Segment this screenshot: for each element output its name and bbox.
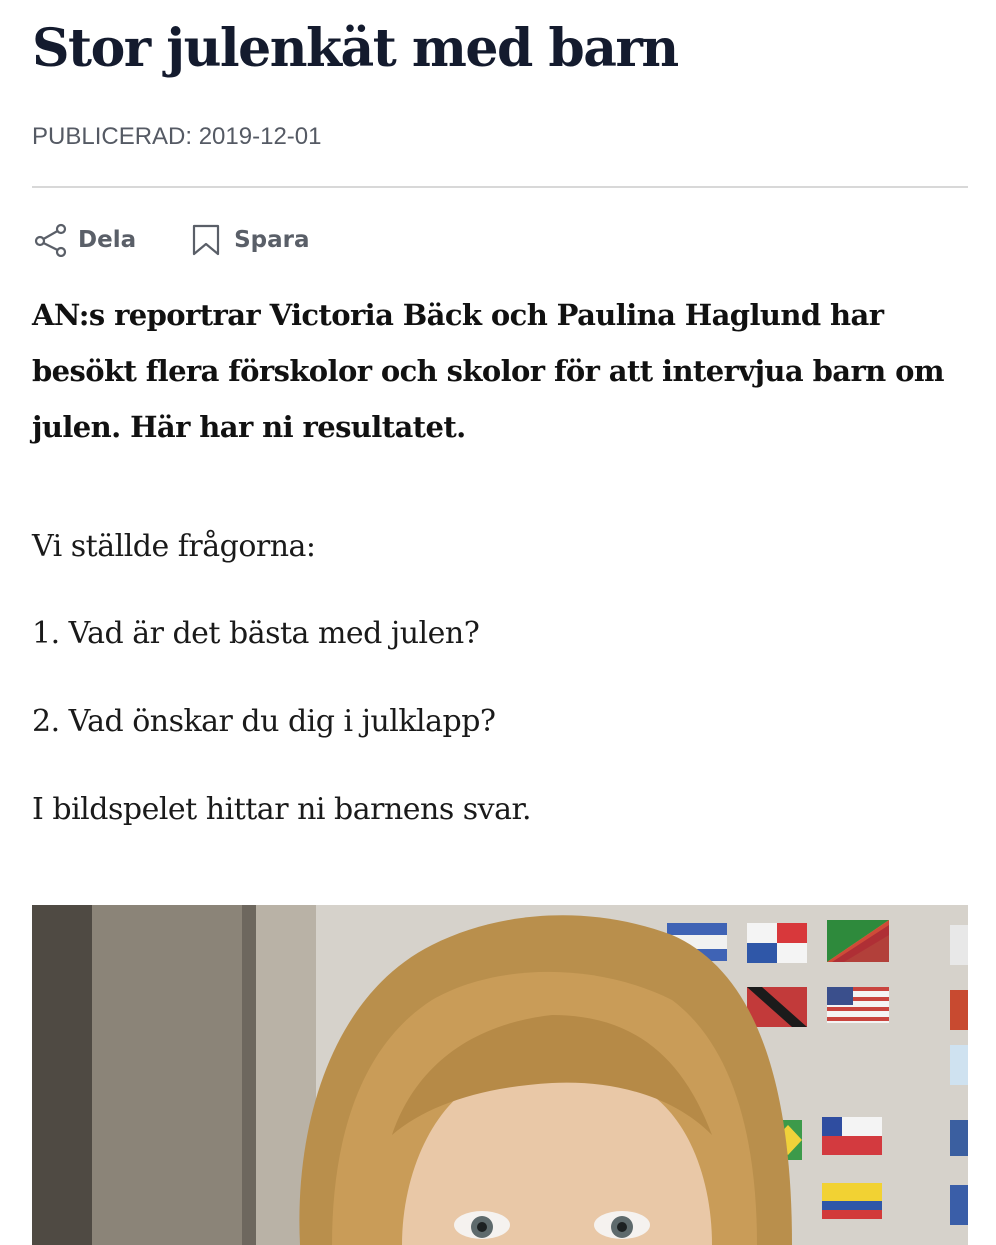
divider bbox=[32, 186, 968, 188]
body-paragraph: I bildspelet hittar ni barnens svar. bbox=[32, 792, 532, 827]
save-label: Spara bbox=[234, 227, 310, 253]
article-actions bbox=[32, 220, 310, 260]
save-button[interactable] bbox=[188, 222, 309, 258]
publish-date: PUBLICERAD: 2019-12-01 bbox=[32, 123, 322, 150]
body-paragraph: 1. Vad är det bästa med julen? bbox=[32, 616, 480, 651]
share-icon bbox=[32, 222, 68, 258]
article-headline: Stor julenkät med barn bbox=[32, 18, 678, 79]
article-photo[interactable] bbox=[32, 905, 968, 1245]
body-paragraph: Vi ställde frågorna: bbox=[32, 529, 316, 564]
share-label: Dela bbox=[78, 227, 137, 253]
share-button[interactable] bbox=[32, 222, 136, 258]
body-paragraph: 2. Vad önskar du dig i julklapp? bbox=[32, 704, 496, 739]
article-lead: AN:s reportrar Victoria Bäck och Paulina Haglund har besökt flera förskolor och skolor för att intervjua barn om julen. Här har ni resultatet. bbox=[32, 298, 944, 444]
bookmark-icon bbox=[188, 222, 224, 258]
